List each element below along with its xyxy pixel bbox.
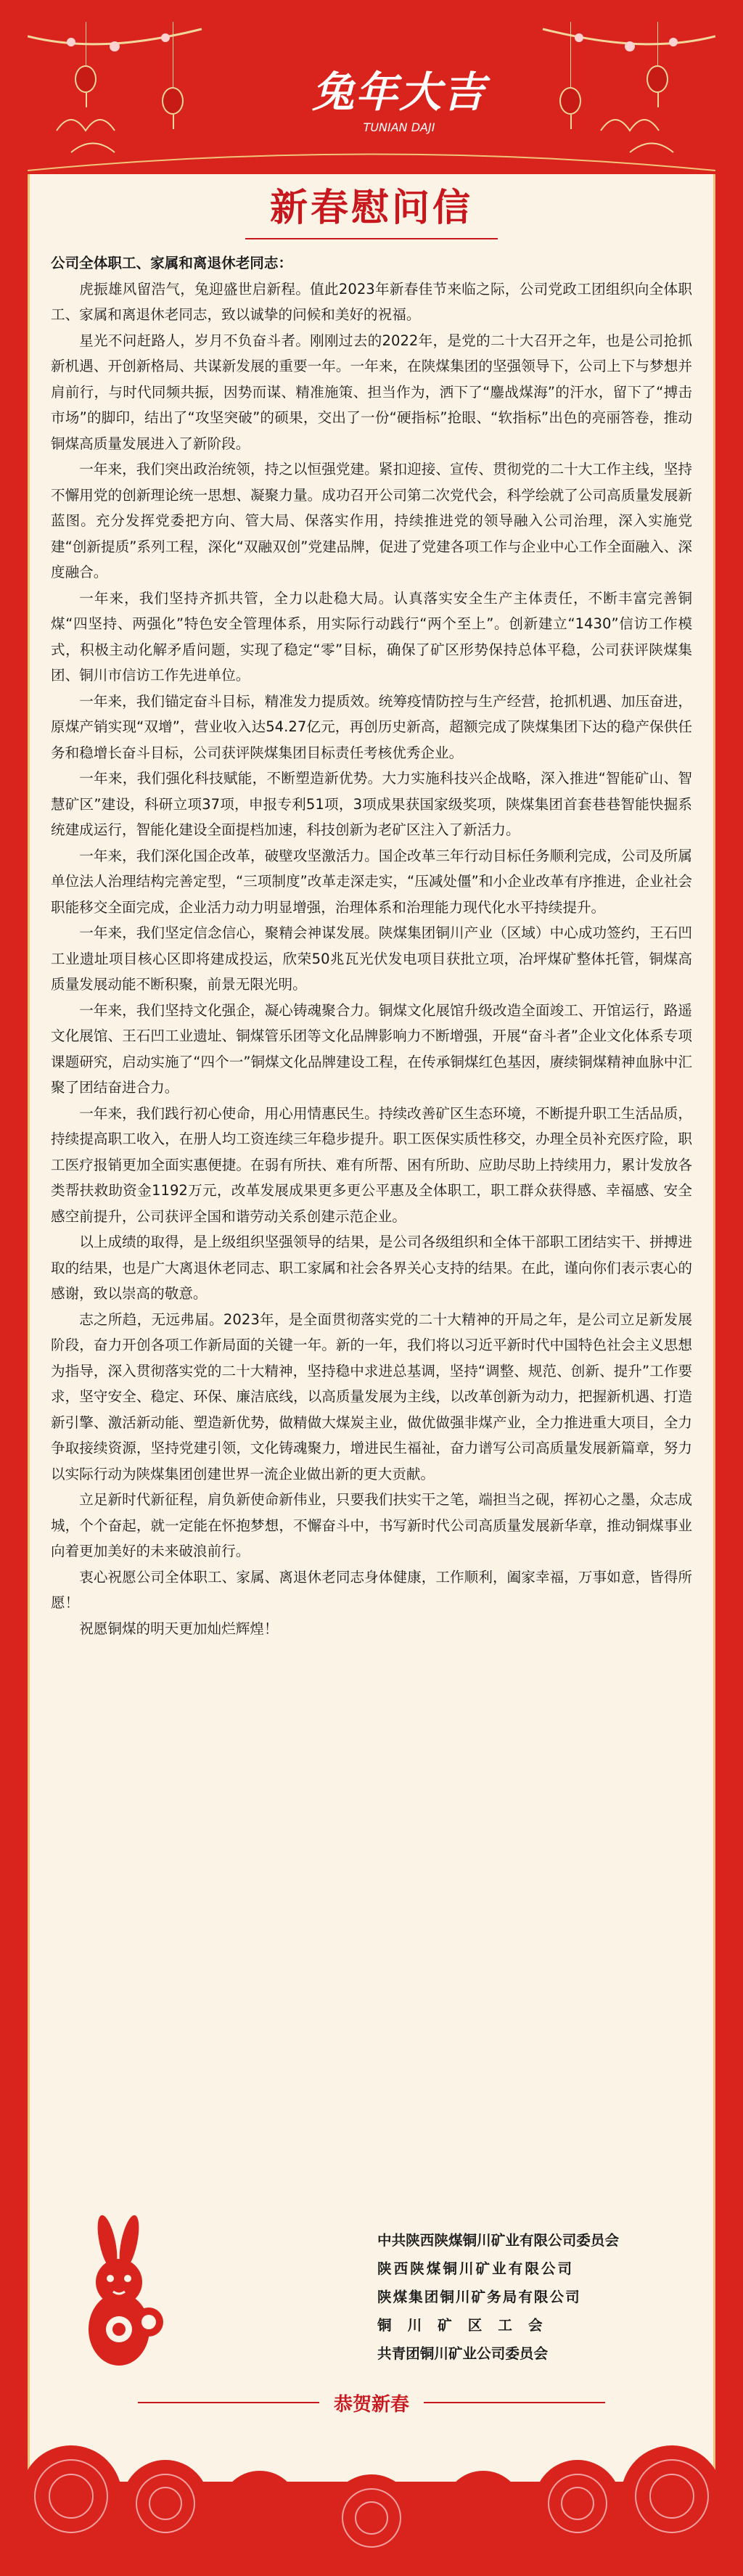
paragraph: 祝愿铜煤的明天更加灿烂辉煌！ xyxy=(79,1620,279,1637)
lantern-string xyxy=(570,22,571,87)
signature-line: 陕西陕煤铜川矿业有限公司 xyxy=(377,2260,575,2277)
signature-block xyxy=(377,2226,689,2368)
paragraph: 一年来，我们坚定信念信心，聚精会神谋发展。陕煤集团铜川产业（区域）中心成功签约，王石凹工业遗址项目核心区即将建成投运，欣荣50兆瓦光伏发电项目获批立项，冶坪煤矿整体托管，铜煤高质量发展动能不断积聚，前景无限光明。 xyxy=(51,924,692,993)
rabbit-papercut-icon xyxy=(65,2213,174,2373)
page-title: 新春慰问信 xyxy=(269,186,473,230)
logo-subtext: TUNIAN DAJI xyxy=(363,120,435,134)
signature-line: 共青团铜川矿业公司委员会 xyxy=(377,2345,549,2362)
footer-label: 恭贺新春 xyxy=(333,2394,409,2416)
paragraph: 星光不问赶路人，岁月不负奋斗者。刚刚过去的2022年，是党的二十大召开之年，也是公司抢抓新机遇、开创新格局、共谋新发展的重要一年。一年来，在陕煤集团的坚强领导下，公司上下与梦想并肩前行，与时代同频共振，因势而谋、精准施策、担当作为，洒下了“鏖战煤海”的汗水，留下了“搏击市场”的脚印，结出了“攻坚突破”的硕果，交出了一份“硬指标”抢眼、“软指标”出色的亮丽答卷，推动铜煤高质量发展进入了新阶段。 xyxy=(51,332,692,452)
lantern-icon xyxy=(162,87,184,115)
title-underline xyxy=(245,238,498,239)
header-banner xyxy=(28,22,715,174)
paragraph: 一年来，我们践行初心使命，用心用情惠民生。持续改善矿区生态环境，不断提升职工生活品质，持续提高职工收入，在册人均工资连续三年稳步提升。职工医保实质性移交，办理全员补充医疗险，职工医疗报销更加全面实惠便捷。在弱有所扶、难有所帮、困有所助、应助尽助上持续用力，累计发放各类帮扶救助资金1192万元，改革发展成果更多更公平惠及全体职工，职工群众获得感、幸福感、安全感空前提升，公司获评全国和谐劳动关系创建示范企业。 xyxy=(51,1104,692,1225)
salutation: 公司全体职工、家属和离退休老同志： xyxy=(51,255,293,271)
paragraph: 一年来，我们锚定奋斗目标，精准发力提质效。统筹疫情防控与生产经营，抢抓机遇、加压奋进，原煤产销实现“双增”，营业收入达54.27亿元，再创历史新高，超额完成了陕煤集团下达的稳产保供任务和稳增长奋斗目标，公司获评陕煤集团目标责任考核优秀企业。 xyxy=(51,692,692,761)
paragraph: 一年来，我们坚持文化强企，凝心铸魂聚合力。铜煤文化展馆升级改造全面竣工、开馆运行，路遥文化展馆、王石凹工业遗址、铜煤管乐团等文化品牌影响力不断增强，开展“奋斗者”企业文化体系专项课题研究，启动实施了“四个一”铜煤文化品牌建设工程，在传承铜煤红色基因，赓续铜煤精神血脉中汇聚了团结奋进合力。 xyxy=(51,1001,692,1096)
signature-line: 陕煤集团铜川矿务局有限公司 xyxy=(377,2289,581,2305)
title-section xyxy=(28,174,715,243)
paragraph: 以上成绩的取得，是上级组织坚强领导的结果，是公司各级组织和全体干部职工团结实干、拼搏进取的结果，也是广大离退休老同志、职工家属和社会各界关心支持的结果。在此，谨向你们表示衷心的感谢，致以崇高的敬意。 xyxy=(51,1234,692,1302)
lantern-icon xyxy=(559,87,581,115)
paragraph: 志之所趋，无远弗届。2023年，是全面贯彻落实党的二十大精神的开局之年，是公司立足新发展阶段，奋力开创各项工作新局面的关键一年。新的一年，我们将以习近平新时代中国特色社会主义思想为指导，深入贯彻落实党的二十大精神，坚持稳中求进总基调，坚持“调整、规范、创新、提升”工作要求，坚守安全、稳定、环保、廉洁底线，以高质量发展为主线，以改革创新为动力，把握新机遇、打造新引擎、激活新动能、塑造新优势，做精做大煤炭主业，做优做强非煤产业，全力推进重大项目，全力争取接续资源，坚持党建引领，文化铸魂聚力，增进民生福祉，奋力谱写公司高质量发展新篇章，努力以实际行动为陕煤集团创建世界一流企业做出新的更大贡献。 xyxy=(51,1310,692,1482)
letter-body xyxy=(51,250,692,1641)
paragraph: 一年来，我们强化科技赋能，不断塑造新优势。大力实施科技兴企战略，深入推进“智能矿山、智慧矿区”建设，科研立项37项，申报专利51项，3项成果获国家级奖项，陕煤集团首套巷巷智能快掘系统建成运行，智能化建设全面提档加速，科技创新为老矿区注入了新活力。 xyxy=(51,770,692,838)
signature-line: 中共陕西陕煤铜川矿业有限公司委员会 xyxy=(377,2232,620,2249)
paragraph: 虎振雄风留浩气，兔迎盛世启新程。值此2023年新春佳节来临之际，公司党政工团组织向全体职工、家属和离退休老同志，致以诚挚的问候和美好的祝福。 xyxy=(51,280,692,323)
paragraph: 一年来，我们坚持齐抓共管，全力以赴稳大局。认真落实安全生产主体责任，不断丰富完善铜煤“四坚持、两强化”特色安全管理体系，用实际行动践行“两个至上”。创新建立“1430”信访工作模式，积极主动化解矛盾问题，实现了稳定“零”目标，确保了矿区形势保持总体平稳，公司获评陕煤集团、铜川市信访工作先进单位。 xyxy=(51,589,692,684)
footer-cloud-pattern xyxy=(28,2395,715,2554)
paragraph: 立足新时代新征程，肩负新使命新伟业，只要我们扶实干之笔，端担当之砚，挥初心之墨，众志成城，个个奋起，就一定能在怀抱梦想，不懈奋斗中，书写新时代公司高质量发展新华章，推动铜煤事业向着更加美好的未来破浪前行。 xyxy=(51,1491,692,1559)
logo-text: 兔年大吉 xyxy=(311,67,486,117)
paragraph: 衷心祝愿公司全体职工、家属、离退休老同志身体健康，工作顺利，阖家幸福，万事如意，皆得所愿！ xyxy=(51,1568,692,1611)
signature-line: 铜川矿区工会 xyxy=(377,2317,559,2334)
lantern-string xyxy=(657,22,658,65)
lantern-icon xyxy=(75,65,97,93)
logo xyxy=(289,58,509,138)
lantern-icon xyxy=(646,65,668,93)
paragraph: 一年来，我们突出政治统领，持之以恒强党建。紧扣迎接、宣传、贯彻党的二十大工作主线，坚持不懈用党的创新理论统一思想、凝聚力量。成功召开公司第二次党代会，科学绘就了公司高质量发展新蓝图。充分发挥党委把方向、管大局、保落实作用，持续推进党的领导融入公司治理，深入实施党建“创新提质”系列工程，深化“双融双创”党建品牌，促进了党建各项工作与企业中心工作全面融入、深度融合。 xyxy=(51,461,692,581)
paragraph: 一年来，我们深化国企改革，破壁攻坚激活力。国企改革三年行动目标任务顺利完成，公司及所属单位法人治理结构完善定型，“三项制度”改革走深走实，“压减处僵”和小企业改革有序推进，企业社会职能移交全面完成，企业活力动力明显增强，治理体系和治理能力现代化水平持续提升。 xyxy=(51,847,692,916)
